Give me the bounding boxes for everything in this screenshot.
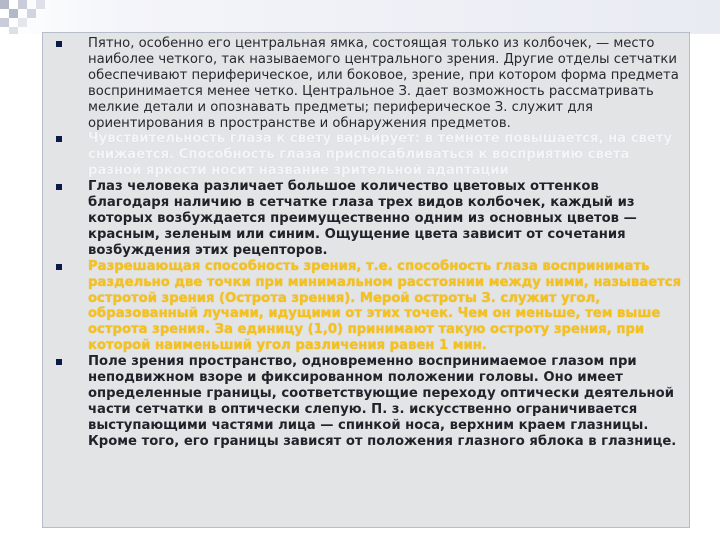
bullet-item-visual-acuity (50, 259, 682, 354)
square-bullet-icon (56, 41, 62, 47)
square-bullet-icon (56, 264, 62, 270)
bullet-item-light-sensitivity (50, 131, 682, 179)
bullet-text: Пятно, особенно его центральная ямка, состоящая только из колбочек, — место наиболее четкого, так называемого центрального зрения. Другие отделы сетчатки обеспечивают периферическое, или боковое, зрение, при котором форма предмета воспринимается менее четко. Центральное З. дает возможность рассматривать мелкие детали и опознавать предметы; периферическое З. служит для ориентирования в пространстве и обнаружения предметов. (88, 36, 679, 131)
bullet-text: Разрешающая способность зрения, т.е. способность глаза воспринимать раздельно две точки при минимальном расстоянии между ними, называется остротой зрения (Острота зрения). Мерой остроты З. служит угол, образованный лучами, идущими от этих точек. Чем он меньше, тем выше острота зрения. За единицу (1,0) принимают такую остроту зрения, при которой наименьший угол различения равен 1 мин. (88, 258, 682, 354)
bullet-list (50, 36, 682, 450)
bullet-item-central-vision (50, 36, 682, 131)
square-bullet-icon (56, 359, 62, 365)
bullet-item-field-of-view (50, 354, 682, 449)
square-bullet-icon (56, 184, 62, 190)
bullet-text: Чувствительность глаза к свету варьирует: в темноте повышается, на свету снижается. Способность глаза приспосабливаться к восприятию света разной яркости носит название зрительной адаптации (88, 131, 673, 179)
checker-pattern-decoration (0, 0, 60, 34)
bullet-item-color-perception (50, 179, 682, 259)
square-bullet-icon (56, 136, 62, 142)
bullet-text: Глаз человека различает большое количество цветовых оттенков благодаря наличию в сетчатке глаза трех видов колбочек, каждый из которых возбуждается преимущественно одним из основных цветов — красным, зеленым или синим. Ощущение цвета зависит от сочетания возбуждения этих рецепторов. (88, 179, 637, 258)
bullet-text: Поле зрения пространство, одновременно воспринимаемое глазом при неподвижном взоре и фиксированном положении головы. Оно имеет определенные границы, соответствующие переходу оптически деятельной части сетчатки в оптически слепую. П. з. искусственно ограничивается выступающими частями лица — спинкой носа, верхним краем глазницы. Кроме того, его границы зависят от положения глазного яблока в глазнице. (88, 354, 677, 449)
slide-header-band (0, 0, 720, 34)
